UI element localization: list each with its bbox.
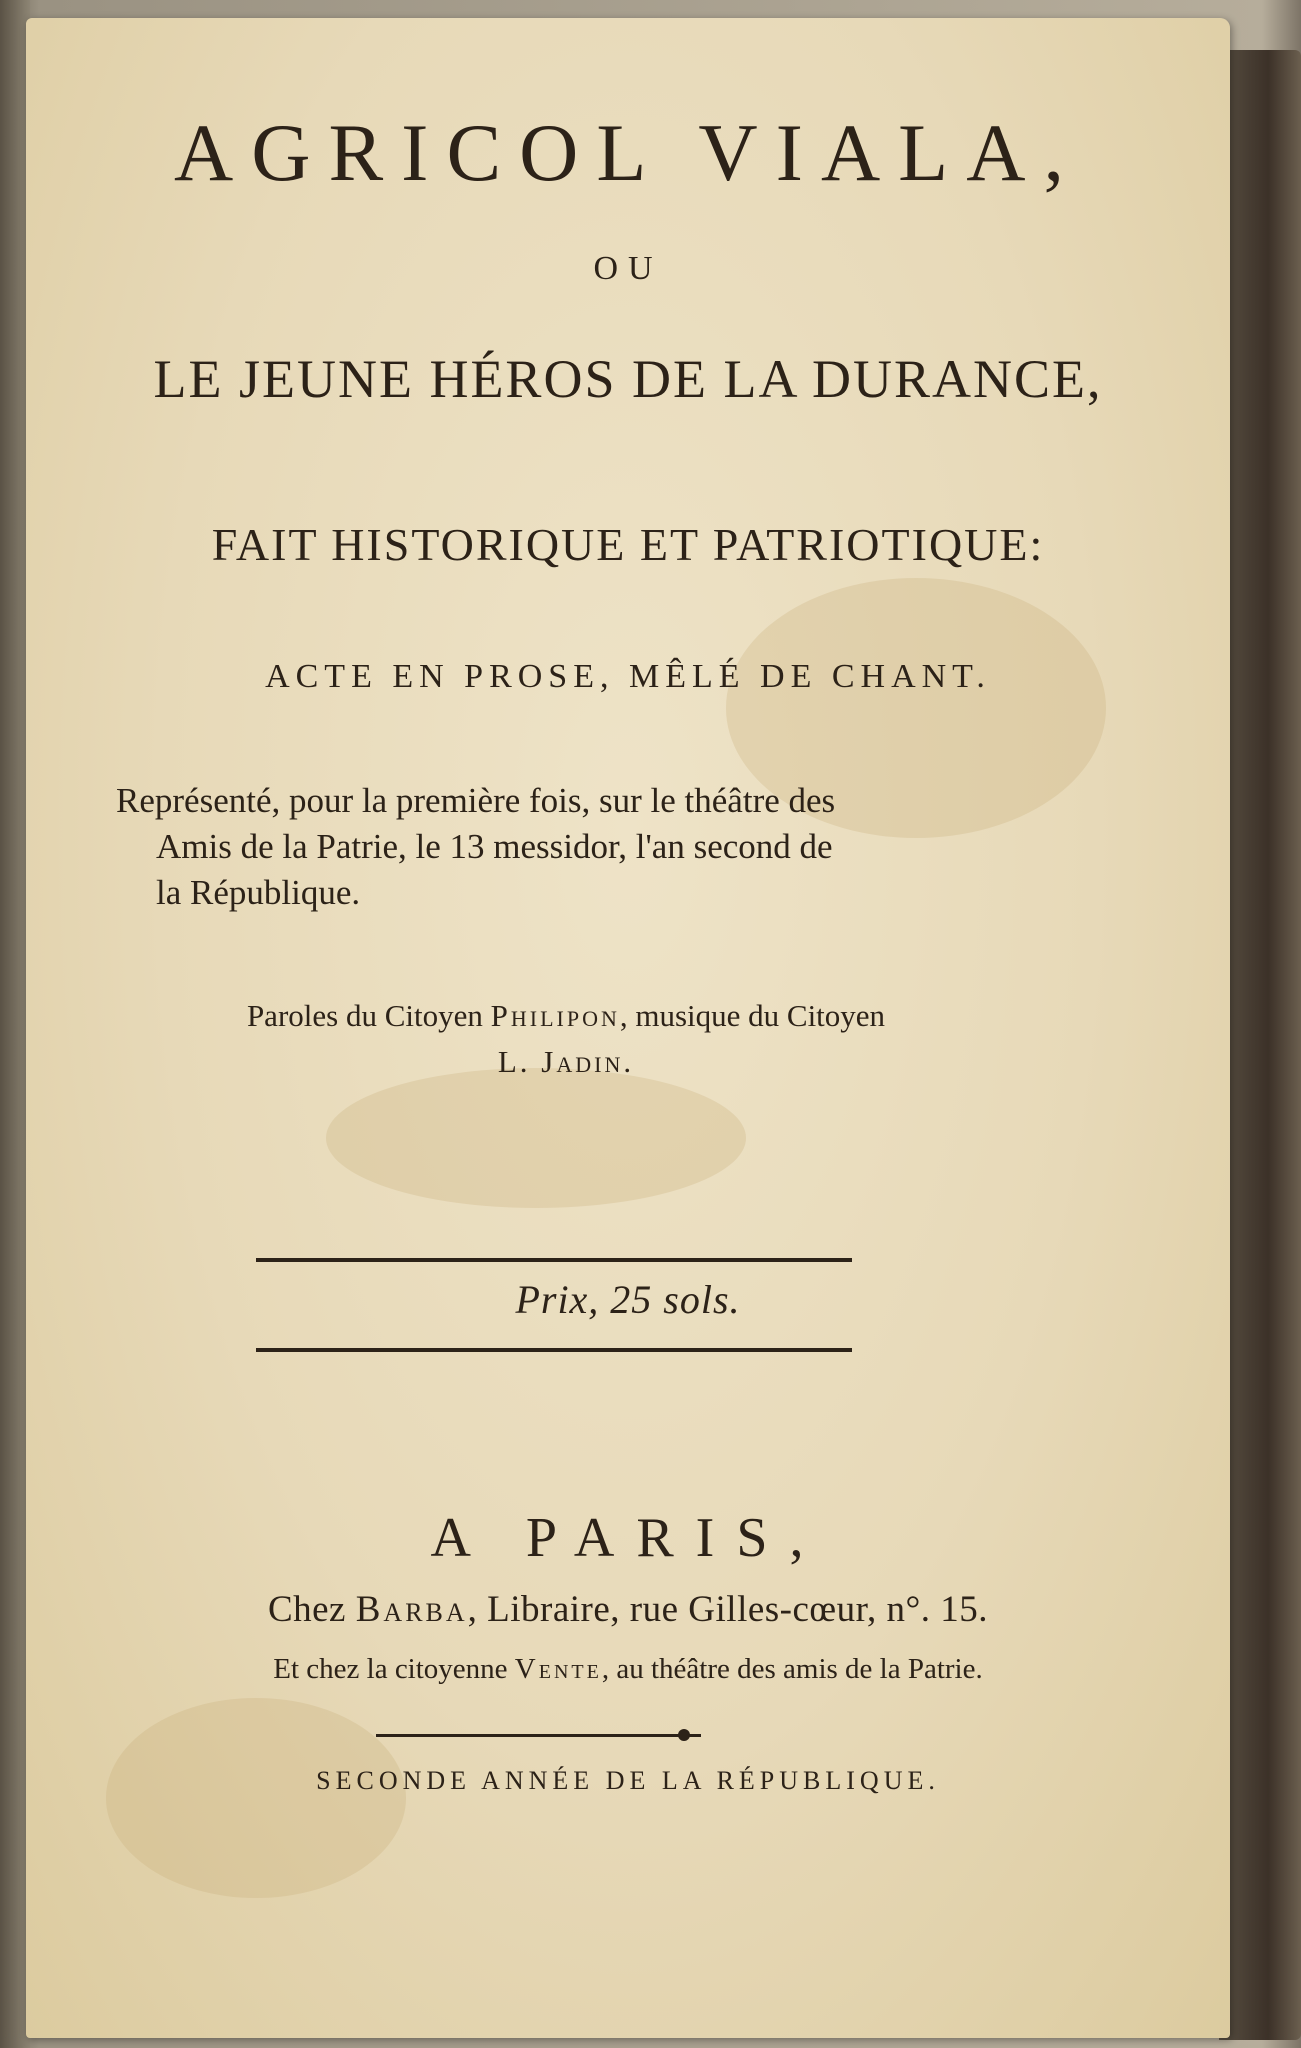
representation-line-3: la République. xyxy=(156,873,361,912)
title-ou: OU xyxy=(593,250,663,287)
credits-author: Philipon xyxy=(490,998,620,1033)
imprint-publisher: Barba xyxy=(355,1589,468,1630)
credits-prefix: Paroles du Citoyen xyxy=(246,998,491,1033)
imprint-chez-rest: , Libraire, rue Gilles-cœur, n°. 15. xyxy=(467,1589,989,1630)
title-main: AGRICOL VIALA, xyxy=(174,107,1082,198)
imprint-vente-prefix: Et chez la citoyenne xyxy=(273,1653,515,1685)
representation-line-1: Représenté, pour la première fois, sur le théâtre des xyxy=(116,781,836,820)
title-page xyxy=(26,18,1230,2038)
page-stain xyxy=(106,1698,406,1898)
imprint-rule xyxy=(376,1734,701,1737)
imprint-publisher-line xyxy=(26,1588,1230,1631)
credits-text xyxy=(116,993,1016,1085)
genre-line: FAIT HISTORIQUE ET PATRIOTIQUE: xyxy=(211,519,1045,570)
price-rule-bottom xyxy=(256,1348,852,1352)
credits-composer: L. Jadin. xyxy=(497,1044,635,1079)
imprint-rule-ornament xyxy=(678,1729,690,1741)
imprint-vente-rest: , au théâtre des amis de la Patrie. xyxy=(601,1653,983,1685)
imprint-city: A PARIS, xyxy=(430,1507,826,1569)
book-cover-edge xyxy=(1219,50,1301,2040)
imprint-chez-prefix: Chez xyxy=(267,1589,356,1630)
date-line: SECONDE ANNÉE DE LA RÉPUBLIQUE. xyxy=(316,1766,940,1795)
title-subtitle: LE JEUNE HÉROS DE LA DURANCE, xyxy=(153,349,1103,409)
credits-middle: , musique du Citoyen xyxy=(619,998,886,1033)
acte-line: ACTE EN PROSE, MÊLÉ DE CHANT. xyxy=(265,658,991,695)
imprint-vente-line xyxy=(26,1653,1230,1686)
page-stain xyxy=(326,1068,746,1208)
price-rule-top xyxy=(256,1258,852,1262)
representation-line-2: Amis de la Patrie, le 13 messidor, l'an second de xyxy=(156,827,833,866)
imprint-vente-name: Vente xyxy=(514,1653,602,1685)
price-line: Prix, 25 sols. xyxy=(515,1277,741,1322)
representation-text xyxy=(116,778,1046,916)
